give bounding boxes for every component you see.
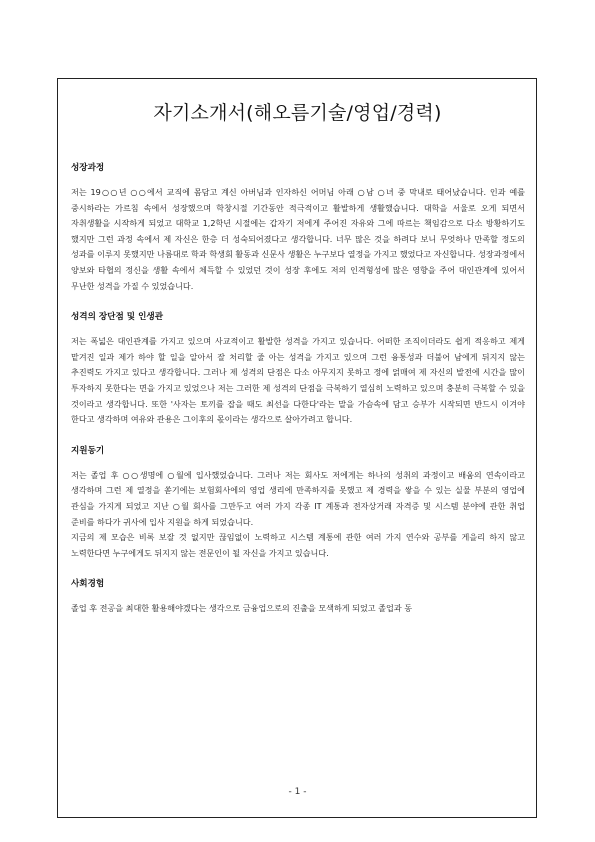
- document-body: [71, 162, 525, 617]
- section-paragraph-personality: 저는 폭넓은 대인관계를 가지고 있으며 사교적이고 활발한 성격을 가지고 있습니다. 어떠한 조직이더라도 쉽게 적응하고 제게 맡겨진 일과 제가 하야 할 일을 알아서 잘 처리할 줄 아는 성격을 가지고 있으며 그런 융통성과 더불어 남에게 뒤지지 않는 추진력도 가지고 있다고 생각합니다. 그러나 제 성격의 단점은 다소 아무지지 못하고 정에 얽매여 제 자신의 발전에 시간을 많이 투자하지 못한다는 면을 가지고 있었으나 저는 그러한 제 성격의 단점을 극복하기 열심히 노력하고 있으며 충분히 극복할 수 있을 것이라고 생각합니다. 또한 '사자는 토끼를 잡을 때도 최선을 다한다'라는 말을 가슴속에 담고 승부가 시작되면 반드시 이겨야 한다고 생각하며 여유와 관용은 그이후의 몫이라는 생각으로 살아가려고 합니다.: [71, 336, 525, 425]
- page-number: - 1 -: [288, 787, 307, 797]
- section-heading-personality: 성격의 장단점 및 인생관: [71, 312, 163, 323]
- section-paragraph-motivation-2: 지금의 제 모습은 비록 보잘 것 없지만 끊임없이 노력하고 시스템 계통에 관한 여러 가지 연수와 공부를 게을리 하지 않고 노력한다면 누구에게도 뒤지지 않는 전문인이 될 자신을 가지고 있습니다.: [71, 532, 525, 558]
- section-paragraph-motivation-1: 저는 졸업 후 ○○생명에 ○월에 입사했었습니다. 그러나 저는 회사도 저에게는 하나의 성취의 과정이고 배움의 연속이라고 생각하며 그런 제 열정을 쏟기에는 보험회사에의 영업 생리에 만족하지를 못했고 제 경력을 쌓을 수 있는 실물 부분의 영업에 관심을 가지게 되었고 지난 ○월 회사를 그만두고 여러 가지 각종 IT 계통과 전자상거래 자격증 및 시스템 분야에 관한 취업 준비를 하다가 귀사에 입사 지원을 하게 되었습니다.: [71, 469, 525, 527]
- section-heading-motivation: 지원동기: [71, 445, 105, 456]
- section-heading-experience: 사회경험: [71, 579, 105, 590]
- section-heading-growth: 성장과정: [71, 163, 105, 173]
- section-paragraph-growth: 저는 19○○년 ○○에서 교직에 몸담고 계신 아버님과 인자하신 어머님 아래 ○남 ○녀 중 막내로 태어났습니다. 인과 예를 중시하라는 가르침 속에서 성장했으며 학창시절 기간동안 적극적이고 활발하게 생활했습니다. 대학을 서울로 오게 되면서 자취생활을 시작하게 되었고 대학교 1,2학년 시절에는 갑자기 저에게 주어진 자유와 그에 따르는 책임감으로 다소 방황하기도 했지만 그런 과정 속에서 제 자신은 한층 더 성숙되어졌다고 생각합니다. 너무 많은 것을 하려다 보니 무엇하나 만족할 정도의 성과를 이루지 못했지만 나름대로 학과 학생회 활동과 신문사 생활은 누구보다 열정을 가지고 했었다고 자신합니다. 성장과정에서 양보와 타협의 정신을 생활 속에서 체득할 수 있었던 것이 성장 후에도 저의 인격형성에 많은 영향을 주어 대인관계에 있어서 무난한 성격을 가질 수 있었습니다.: [71, 187, 525, 291]
- section-paragraph-experience: 졸업 후 전공을 최대한 활용해야겠다는 생각으로 금융업으로의 진출을 모색하게 되었고 졸업과 동: [71, 603, 413, 614]
- document-title: 자기소개서(해오름기술/영업/경력): [153, 102, 442, 124]
